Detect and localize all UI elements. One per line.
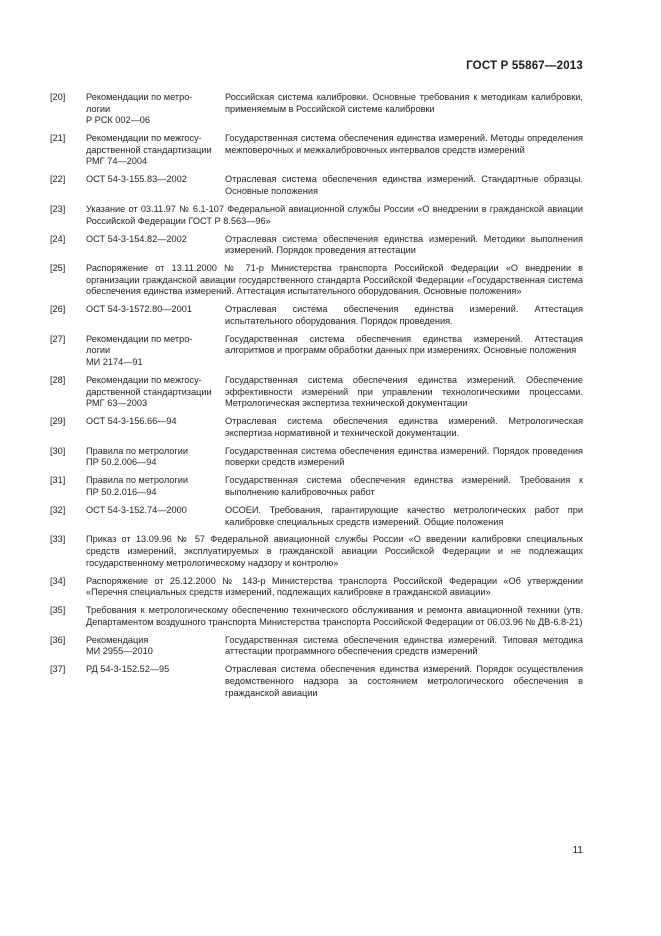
reference-number: [30] [50,445,66,456]
reference-item [50,576,583,599]
reference-number: [24] [50,233,66,244]
reference-number: [37] [50,664,66,675]
reference-item [50,174,583,197]
reference-source: Рекомендации по метро- логии Р РСК 002—06 [86,92,193,126]
reference-number: [23] [50,203,66,214]
reference-full-text: Распоряжение от 13.11.2000 № 71-р Министерства транспорта Российской Федерации «О внедрении в организации гражданской авиации государственного стандарта Российской Федерации «Государственная система обеспечения единства измерений. Аттестация испытательного оборудования. Основные положения» [86,263,583,297]
reference-description: ОСОЕИ. Требования, гарантирующие качество метрологических работ при калибровке специальных средств измерений. Общие положения [225,504,583,527]
reference-number: [21] [50,133,66,144]
reference-description: Отраслевая система обеспечения единства измерений. Порядок осуществления ведомственного надзора за состоянием метрологического обеспечения в гражданской авиации [225,664,583,698]
document-id: ГОСТ Р 55867—2013 [466,60,583,72]
reference-item [50,304,583,327]
reference-source: Правила по метрологии ПР 50.2.016—94 [86,475,189,497]
reference-number: [28] [50,375,66,385]
reference-item [50,234,583,257]
reference-number: [22] [50,174,66,185]
reference-number: [25] [50,263,66,274]
reference-number: [20] [50,92,66,102]
reference-item [50,416,583,439]
reference-source: Рекомендации по межгосу- дарственной стандартизации РМГ 63—2003 [86,375,212,409]
reference-number: [27] [50,333,66,344]
reference-number: [35] [50,605,66,616]
reference-item [50,263,583,298]
reference-full-text: Приказ от 13.09.96 № 57 Федеральной авиационной службы России «О введении калибровки специальных средств измерений, эксплуатируемых в гражданской авиации Российской Федерации и не подлежащих государственному метрологическому надзору и контролю» [86,534,583,568]
reference-item [50,204,583,227]
reference-source: Рекомендации по метро- логии МИ 2174—91 [86,333,193,368]
reference-item [50,133,583,168]
reference-source: ОСТ 54-3-152.74—2000 [86,504,187,515]
reference-number: [32] [50,504,66,515]
reference-description: Государственная система обеспечения единства измерений. Методы определения межповерочных и межкалибровочных интервалов средств измерений [225,133,583,155]
reference-description: Отраслевая система обеспечения единства измерений. Метрологическая экспертиза нормативной и технической документации. [225,416,583,438]
reference-number: [31] [50,475,66,486]
reference-number: [26] [50,304,66,315]
reference-full-text: Указание от 03.11.97 № 6.1-107 Федеральной авиационной службы России «О внедрении в гражданской авиации Российской Федерации ГОСТ Р 8.563—96» [86,203,583,226]
page-number: 11 [572,845,583,856]
reference-source: Рекомендация МИ 2955—2010 [86,634,153,657]
reference-item [50,635,583,658]
reference-source: Правила по метрологии ПР 50.2.006—94 [86,445,189,468]
reference-source: РД 54-3-152.52—95 [86,664,170,675]
reference-number: [36] [50,634,66,645]
reference-source: ОСТ 54-3-155.83—2002 [86,174,187,185]
reference-item [50,446,583,469]
reference-description: Отраслевая система обеспечения единства измерений. Аттестация испытательного оборудования. Порядок проведения. [225,304,583,326]
reference-description: Отраслевая система обеспечения единства измерений. Методики выполнения измерений. Порядок проведения аттестации [225,233,583,256]
reference-number: [33] [50,534,66,545]
reference-full-text: Распоряжение от 25.12.2000 № 143-р Министерства транспорта Российской Федерации «Об утверждении «Перечня специальных средств измерений, подлежащих калибровке в гражданской авиации» [86,575,583,598]
reference-item [50,534,583,569]
reference-item [50,334,583,369]
reference-item [50,664,583,699]
reference-description: Государственная система обеспечения единства измерений. Порядок проведения поверки средств измерений [225,445,583,468]
reference-full-text: Требования к метрологическому обеспечению технического обслуживания и ремонта авиационной техники (утв. Департаментом воздушного транспорта Министерства транспорта Российской Федерации от 06.03.96 № ДВ-6.8-21) [86,605,583,627]
reference-item [50,92,583,127]
reference-description: Российская система калибровки. Основные требования к методикам калибровки, применяемым в Российской системе калибровки [225,92,583,114]
reference-item [50,505,583,528]
reference-number: [29] [50,416,66,427]
reference-item [50,605,583,628]
reference-description: Государственная система обеспечения единства измерений. Типовая методика аттестации программного обеспечения средств измерений [225,634,583,657]
reference-description: Государственная система обеспечения единства измерений. Аттестация алгоритмов и программ обработки данных при измерениях. Основные положения [225,333,583,356]
reference-description: Отраслевая система обеспечения единства измерений. Стандартные образцы. Основные положения [225,174,583,196]
reference-item [50,375,583,410]
reference-number: [34] [50,575,66,586]
references-list [50,92,583,706]
reference-source: ОСТ 54-3-156.66—94 [86,416,177,427]
reference-description: Государственная система обеспечения единства измерений. Требования к выполнению калибровочных работ [225,475,583,497]
reference-source: ОСТ 54-3-1572.80—2001 [86,304,192,315]
reference-description: Государственная система обеспечения единства измерений. Обеспечение эффективности измерений при управлении технологическими процессами. Метрологическая экспертиза технической документации [225,375,583,409]
reference-source: ОСТ 54-3-154.82—2002 [86,233,187,244]
reference-source: Рекомендации по межгосу- дарственной стандартизации РМГ 74—2004 [86,133,212,167]
reference-item [50,475,583,498]
